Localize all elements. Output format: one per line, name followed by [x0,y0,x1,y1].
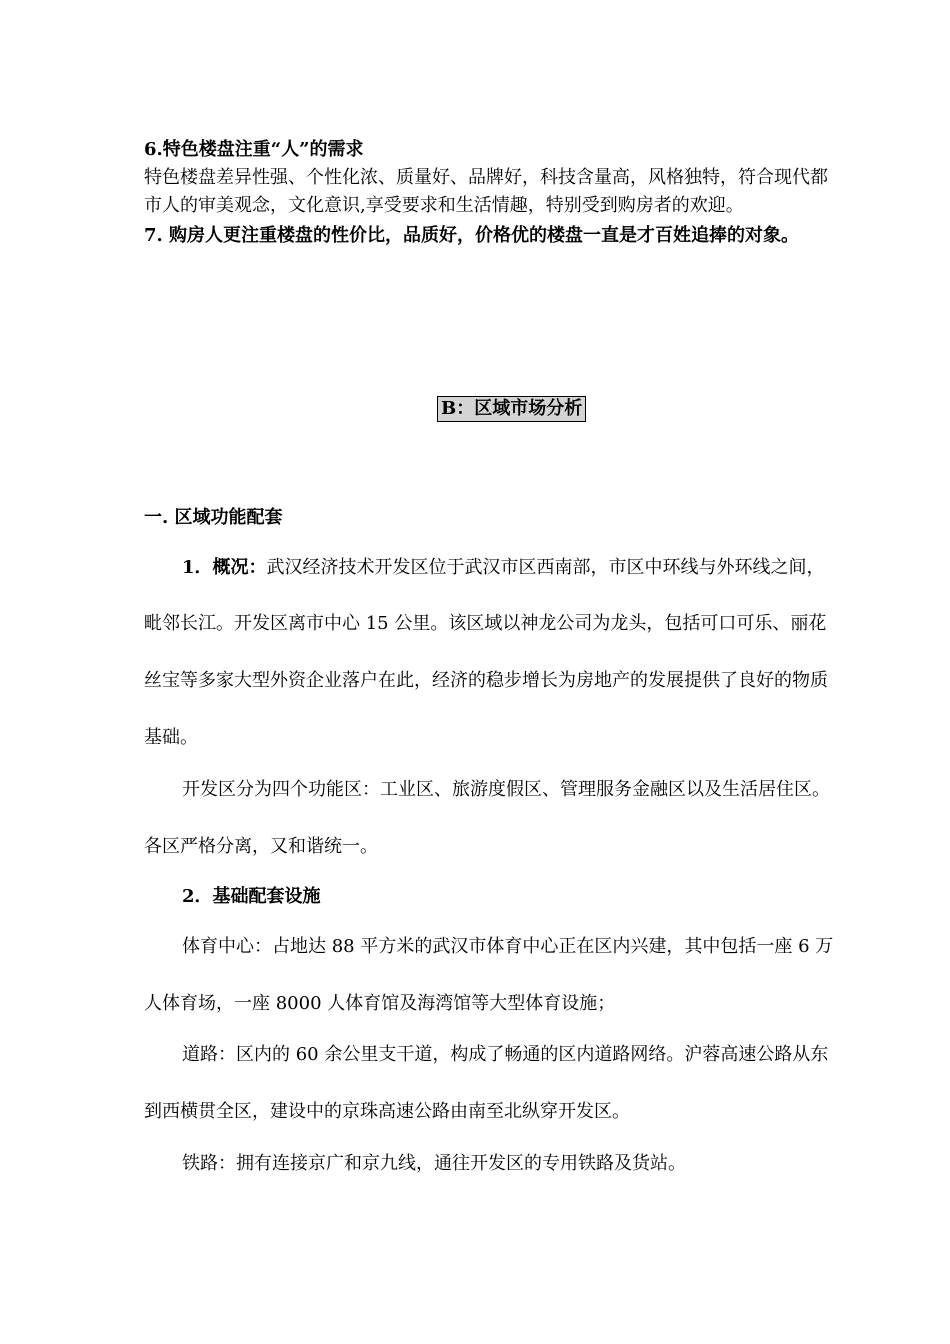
item6-title: 6.特色楼盘注重“人”的需求 [144,139,364,160]
overview-paragraph-line-3: 丝宝等多家大型外资企业落户在此，经济的稳步增长为房地产的发展提供了良好的物质 [144,670,828,691]
overview-paragraph-line-1 [182,556,825,580]
zones-paragraph-line-1: 开发区分为四个功能区：工业区、旅游度假区、管理服务金融区以及生活居住区。 [182,779,830,800]
railway-paragraph-line-1: 铁路：拥有连接京广和京九线，通往开发区的专用铁路及货站。 [182,1153,686,1174]
part1-heading: 一. 区域功能配套 [144,507,283,528]
roads-paragraph-line-1: 道路：区内的 60 余公里支干道，构成了畅通的区内道路网络。沪蓉高速公路从东 [182,1044,829,1065]
item7-statement: 7. 购房人更注重楼盘的性价比，品质好，价格优的楼盘一直是才百姓追捧的对象。 [144,225,800,246]
roads-paragraph-line-2: 到西横贯全区，建设中的京珠高速公路由南至北纵穿开发区。 [144,1101,630,1122]
sports-paragraph-line-2: 人体育场，一座 8000 人体育馆及海湾馆等大型体育设施； [144,993,616,1014]
overview-paragraph-line-4: 基础。 [144,727,198,748]
section-b-title: B：区域市场分析 [437,396,586,422]
overview-label: 1．概况： [182,557,267,578]
overview-text: 武汉经济技术开发区位于武汉市区西南部，市区中环线与外环线之间， [266,557,825,578]
item6-paragraph-line-1: 特色楼盘差异性强、个性化浓、质量好、品牌好，科技含量高，风格独特，符合现代都 [144,167,828,188]
overview-paragraph-line-2: 毗邻长江。开发区离市中心 15 公里。该区域以神龙公司为龙头，包括可口可乐、丽花 [144,613,827,634]
sports-paragraph-line-1: 体育中心：占地达 88 平方米的武汉市体育中心正在区内兴建，其中包括一座 6 万 [182,936,834,957]
zones-paragraph-line-2: 各区严格分离，又和谐统一。 [144,836,378,857]
infrastructure-heading: 2．基础配套设施 [182,886,321,907]
item6-paragraph-line-2: 市人的审美观念，文化意识,享受要求和生活情趣，特别受到购房者的欢迎。 [144,195,744,216]
